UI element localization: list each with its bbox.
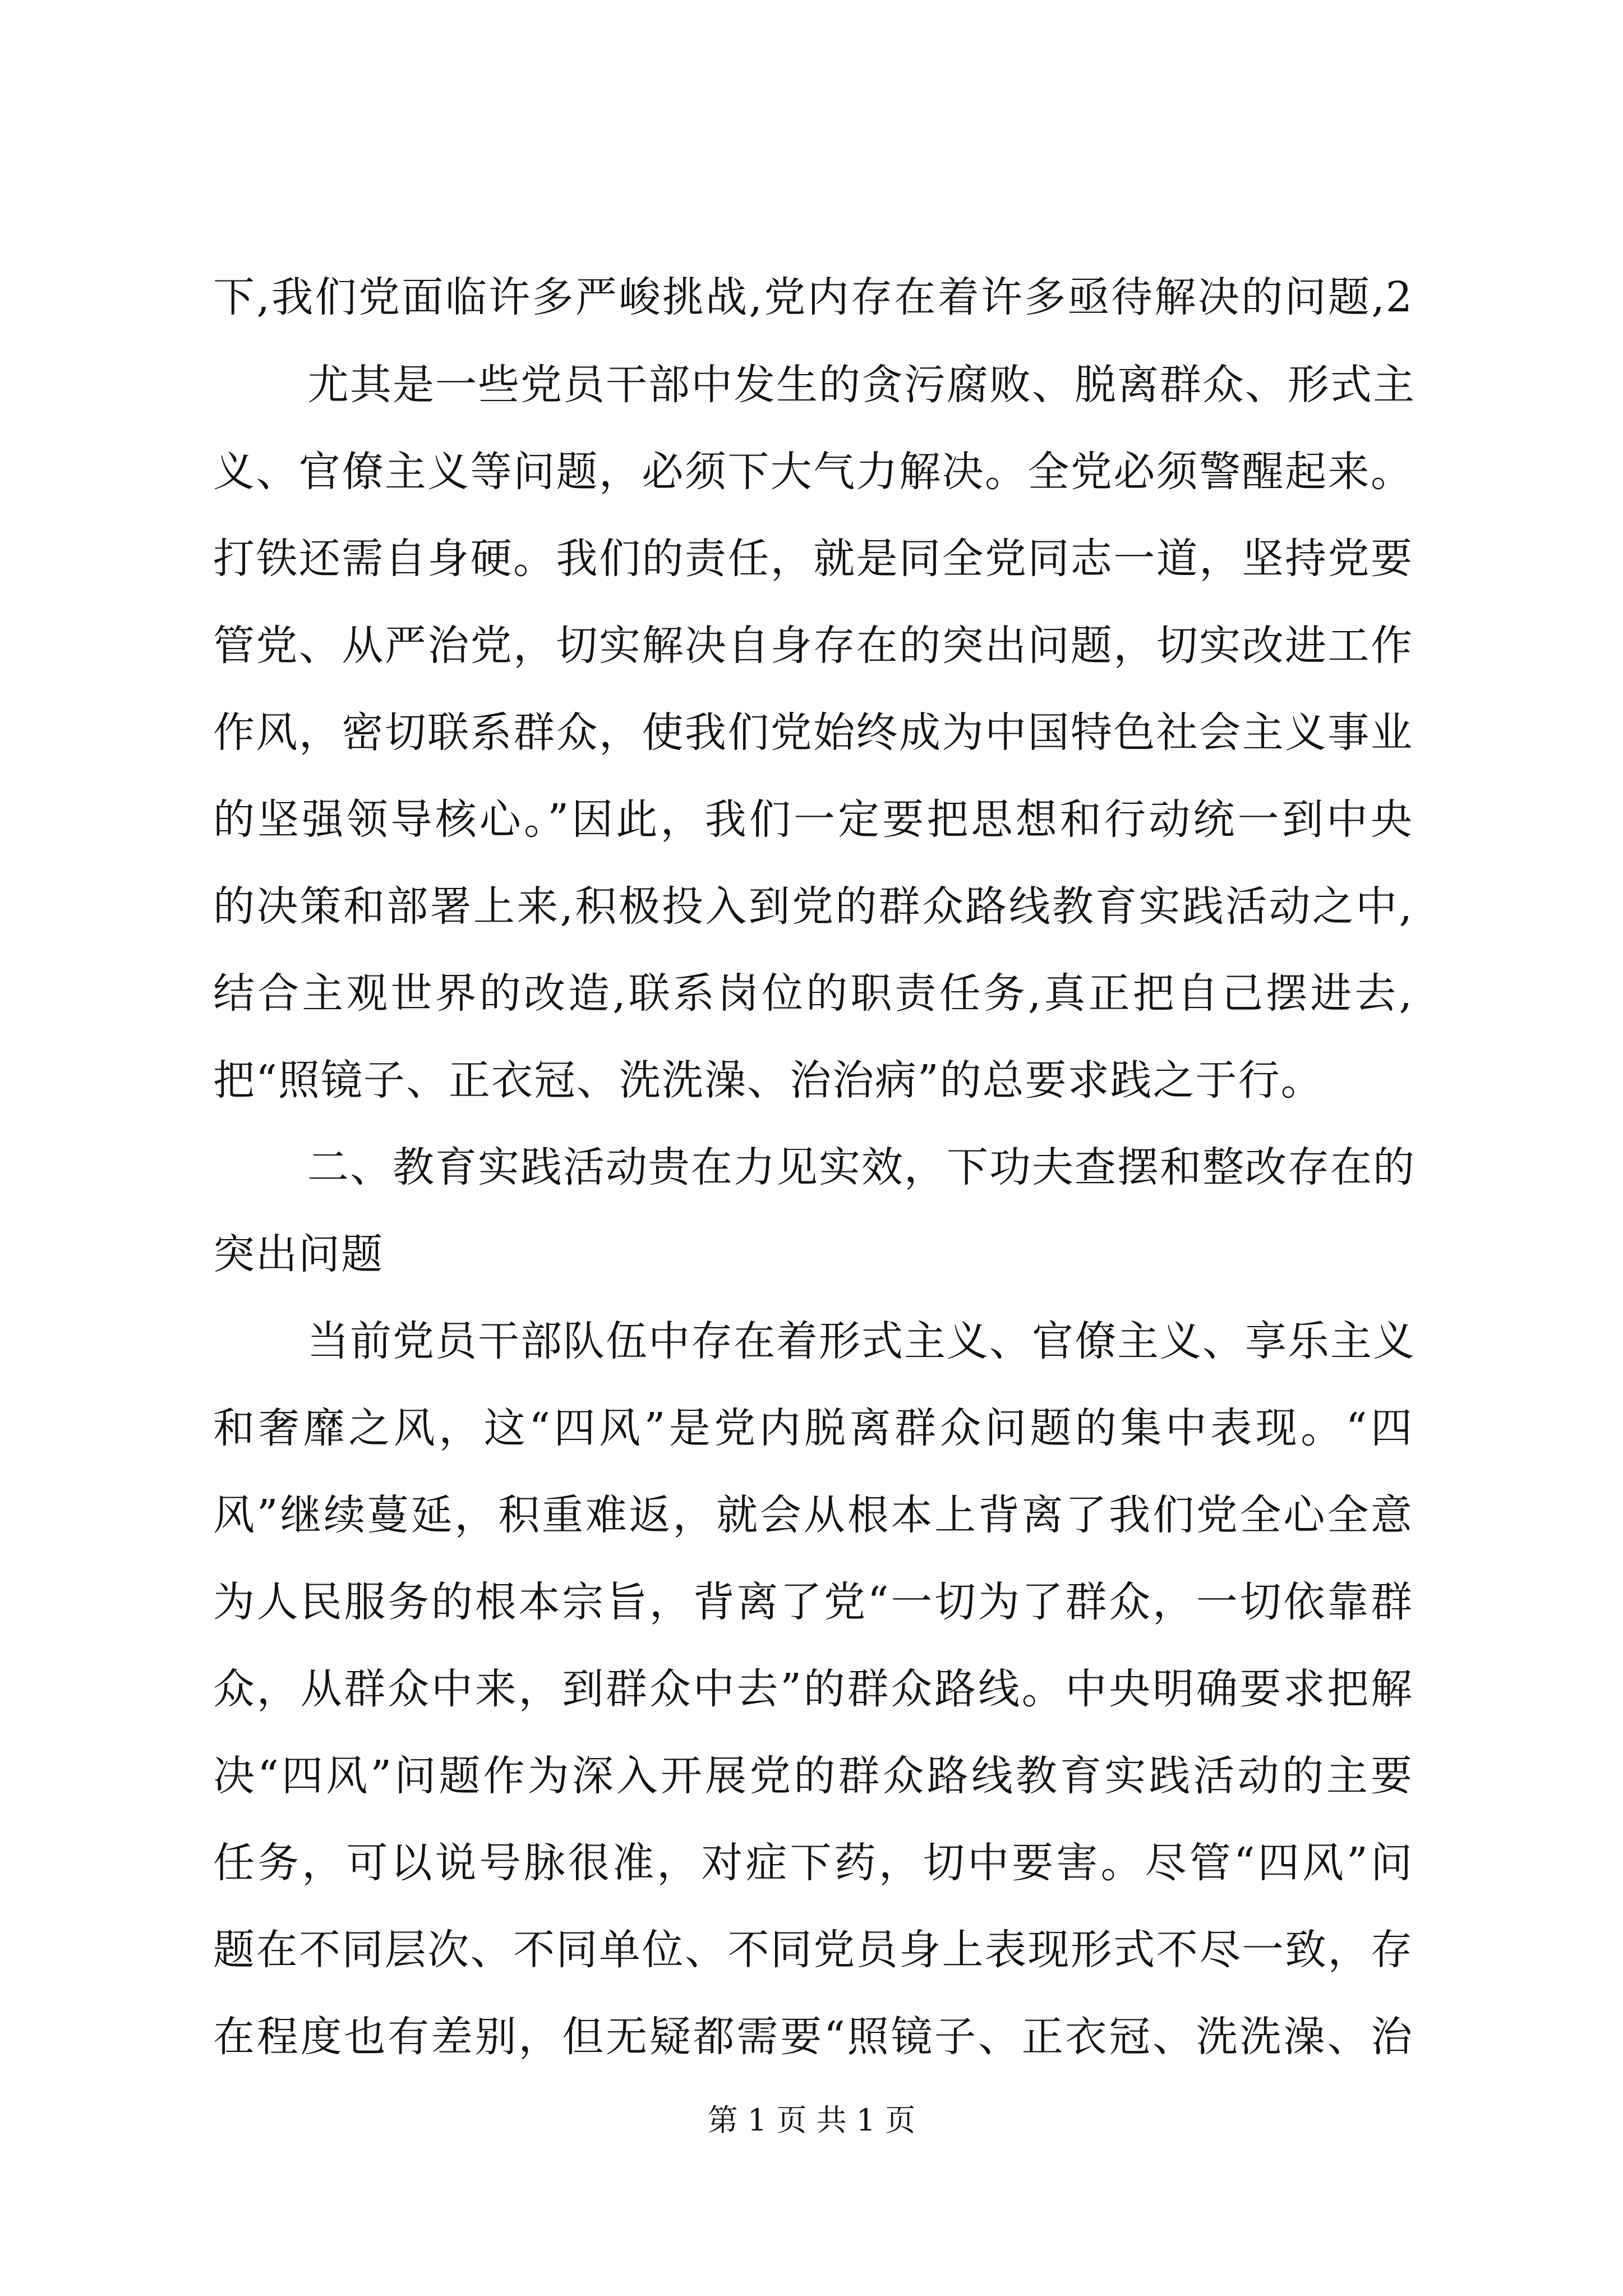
body-line: 尤其是一些党员干部中发生的贪污腐败、脱离群众、形式主 [307,361,1415,409]
body-line: 风”继续蔓延，积重难返，就会从根本上背离了我们党全心全意 [213,1491,1413,1539]
body-line: 管党、从严治党，切实解决自身存在的突出问题，切实改进工作 [213,622,1413,670]
body-line: 把“照镜子、正衣冠、洗洗澡、治治病”的总要求践之于行。 [213,1056,1324,1105]
body-line: 众，从群众中来，到群众中去”的群众路线。中央明确要求把解 [213,1665,1413,1713]
section-heading-line: 突出问题 [213,1230,384,1278]
body-line: 义、官僚主义等问题，必须下大气力解决。全党必须警醒起来。 [213,448,1413,496]
section-heading-line: 二、教育实践活动贵在力见实效，下功夫查摆和整改存在的 [307,1143,1415,1191]
body-line: 的坚强领导核心。”因此，我们一定要把思想和行动统一到中央 [213,795,1413,844]
body-line: 为人民服务的根本宗旨，背离了党“一切为了群众，一切依靠群 [213,1578,1413,1626]
page-footer: 第 1 页 共 1 页 [707,2102,916,2138]
body-line: 在程度也有差别，但无疑都需要“照镜子、正衣冠、洗洗澡、治 [213,2013,1413,2061]
body-line: 题在不同层次、不同单位、不同党员身上表现形式不尽一致，存 [213,1926,1413,1974]
body-line: 当前党员干部队伍中存在着形式主义、官僚主义、享乐主义 [307,1317,1415,1365]
body-line: 下,我们党面临许多严峻挑战,党内存在着许多亟待解决的问题,2 [213,273,1413,321]
body-line: 结合主观世界的改造,联系岗位的职责任务,真正把自己摆进去, [213,969,1413,1018]
body-line: 作风，密切联系群众，使我们党始终成为中国特色社会主义事业 [213,708,1413,757]
body-line: 和奢靡之风，这“四风”是党内脱离群众问题的集中表现。“四 [213,1404,1413,1452]
body-line: 的决策和部署上来,积极投入到党的群众路线教育实践活动之中, [213,882,1413,931]
body-line: 决“四风”问题作为深入开展党的群众路线教育实践活动的主要 [213,1752,1413,1800]
body-line: 打铁还需自身硬。我们的责任，就是同全党同志一道，坚持党要 [213,535,1413,583]
body-line: 任务，可以说号脉很准，对症下药，切中要害。尽管“四风”问 [213,1839,1413,1887]
